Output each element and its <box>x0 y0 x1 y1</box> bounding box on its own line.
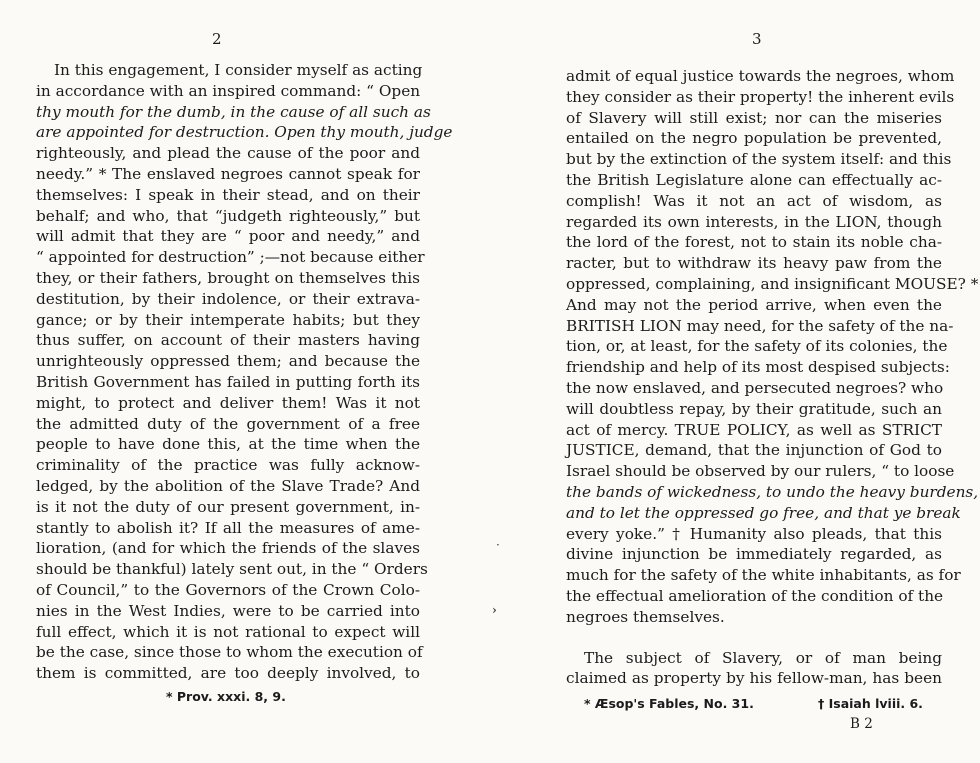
left-text-line: should be thankful) lately sent out, in the “ Orders <box>36 560 428 579</box>
left-text-line: “ appointed for destruction” ;—not because either <box>36 248 425 267</box>
right-text-line: divine injunction be immediately regarded, as <box>566 545 942 564</box>
right-text-line: the British Legislature alone can effectually ac- <box>566 170 942 189</box>
left-text-line: In this engagement, I consider myself as acting <box>54 61 423 79</box>
left-text-line: they, or their fathers, brought on themselves this <box>36 268 420 287</box>
paragraph-gap <box>566 628 942 648</box>
left-text-line: the admitted duty of the government of a free <box>36 414 420 433</box>
left-text-line: criminality of the practice was fully acknow- <box>36 456 420 475</box>
right-text-line: but by the extinction of the system itself: and this <box>566 150 952 169</box>
right-text-line: admit of equal justice towards the negroes, whom <box>566 67 955 85</box>
left-text-line: full effect, which it is not rational to expect will <box>36 622 420 641</box>
right-text-line: the bands of wickedness, to undo the heavy burdens, <box>566 482 979 501</box>
right-text-line: entailed on the negro population be prevented, <box>566 129 942 148</box>
right-paragraph2-line: The subject of Slavery, or of man being <box>584 648 942 667</box>
right-text-line: the now enslaved, and persecuted negroes? who <box>566 378 944 397</box>
footnote-left: * Prov. xxxi. 8, 9. <box>166 689 286 704</box>
left-text-line: of Council,” to the Governors of the Crown Colo- <box>36 580 420 599</box>
right-text-line: every yoke.” † Humanity also pleads, that this <box>566 524 942 543</box>
right-text-line: tion, or, at least, for the safety of its colonies, the <box>566 337 948 356</box>
left-text-line: might, to protect and deliver them! Was it not <box>36 393 420 412</box>
left-text-line: British Government has failed in putting forth its <box>36 372 420 391</box>
right-text-line: And may not the period arrive, when even the <box>566 295 942 314</box>
right-text-line: will doubtless repay, by their gratitude, such an <box>566 399 942 418</box>
right-text-line: Israel should be observed by our rulers, “ to loose <box>566 462 955 481</box>
gutter-mark: › <box>492 603 497 617</box>
left-text-line: nies in the West Indies, were to be carried into <box>36 601 420 620</box>
right-text-line: complish! Was it not an act of wisdom, as <box>566 191 942 210</box>
left-text-line: are appointed for destruction. Open thy mouth, judge <box>36 123 453 142</box>
footnote-right-isaiah: † Isaiah lviii. 6. <box>818 696 923 711</box>
left-text-line: themselves: I speak in their stead, and on their <box>36 185 420 204</box>
left-text-line: is it not the duty of our present government, in- <box>36 497 420 516</box>
left-text-line: lioration, (and for which the friends of the slaves <box>36 539 420 558</box>
right-text-line: and to let the oppressed go free, and that ye break <box>566 503 961 522</box>
left-text-line: thy mouth for the dumb, in the cause of all such as <box>36 102 431 121</box>
left-text-line: righteously, and plead the cause of the poor and <box>36 144 420 163</box>
left-text-line: stantly to abolish it? If all the measures of ame- <box>36 518 420 537</box>
right-text-line: negroes themselves. <box>566 607 725 626</box>
left-text-line: will admit that they are “ poor and needy,” and <box>36 227 420 246</box>
left-text-line: needy.” * The enslaved negroes cannot speak for <box>36 164 420 183</box>
right-text-line: much for the safety of the white inhabitants, as for <box>566 566 961 585</box>
left-text-line: ledged, by the abolition of the Slave Trade? And <box>36 476 420 495</box>
left-text-line: destitution, by their indolence, or their extrava- <box>36 289 420 308</box>
left-text-line: in accordance with an inspired command: “ Open <box>36 81 421 100</box>
left-text-line: gance; or by their intemperate habits; but they <box>36 310 420 329</box>
left-text-line: unrighteously oppressed them; and because the <box>36 352 420 371</box>
footnote-right-aesop: * Æsop's Fables, No. 31. <box>584 696 754 711</box>
page-number-left: 2 <box>212 30 222 48</box>
right-text-line: regarded its own interests, in the LION, though <box>566 212 942 231</box>
right-page <box>490 0 980 763</box>
page-number-right: 3 <box>752 30 762 48</box>
right-text-line: JUSTICE, demand, that the injunction of God to <box>566 441 942 460</box>
left-text-line: be the case, since those to whom the execution of <box>36 643 423 662</box>
right-text-line: racter, but to withdraw its heavy paw from the <box>566 254 942 273</box>
left-text-line: behalf; and who, that “judgeth righteously,” but <box>36 206 420 225</box>
right-text-line: they consider as their property! the inherent evils <box>566 87 955 106</box>
right-text-line: oppressed, complaining, and insignificant MOUSE? * <box>566 274 979 293</box>
left-text-line: people to have done this, at the time when the <box>36 435 420 454</box>
left-text-line: them is committed, are too deeply involved, to <box>36 664 420 683</box>
right-text-line: the effectual amelioration of the condition of the <box>566 586 944 605</box>
gutter-dot: · <box>496 538 500 552</box>
left-text-block <box>36 60 453 684</box>
left-text-line: thus suffer, on account of their masters having <box>36 331 420 350</box>
signature-mark: B 2 <box>850 716 873 732</box>
right-paragraph2-line: claimed as property by his fellow-man, has been <box>566 669 942 688</box>
right-text-line: of Slavery will still exist; nor can the miseries <box>566 108 942 127</box>
right-text-line: the lord of the forest, not to stain its noble cha- <box>566 233 942 252</box>
right-text-line: friendship and help of its most despised subjects: <box>566 358 950 377</box>
right-text-block <box>566 66 979 689</box>
right-text-line: BRITISH LION may need, for the safety of the na- <box>566 316 954 335</box>
right-text-line: act of mercy. TRUE POLICY, as well as STRICT <box>566 420 942 439</box>
